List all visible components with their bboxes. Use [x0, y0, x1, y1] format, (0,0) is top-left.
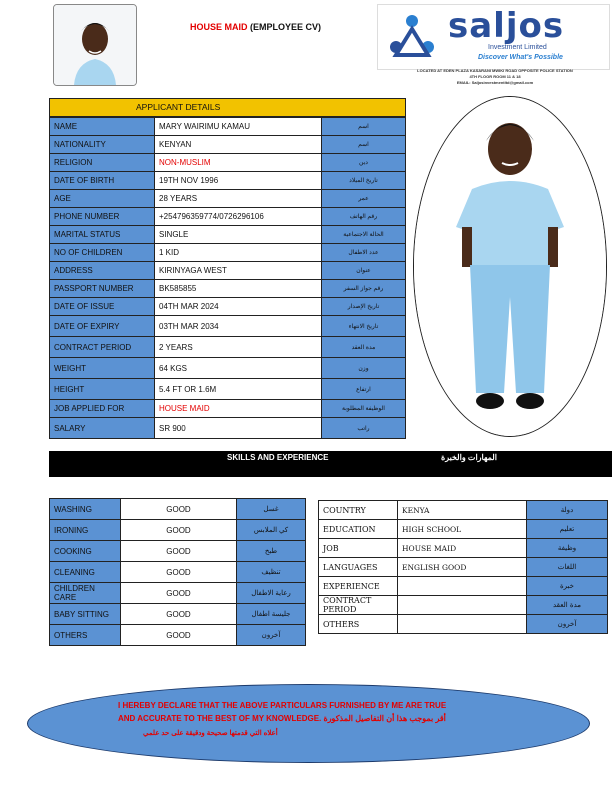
info-label-arabic: اللغات [527, 558, 608, 577]
info-label-arabic: دولة [527, 501, 608, 520]
skill-value: GOOD [121, 499, 237, 520]
detail-label: SALARY [50, 418, 155, 439]
table-row [319, 520, 608, 539]
skill-label-arabic: كي الملابس [237, 520, 306, 541]
table-row [50, 604, 306, 625]
document-title [190, 22, 321, 32]
table-row [50, 625, 306, 646]
address-line-2: 4TH FLOOR ROOM 11 & 18 [469, 74, 521, 79]
detail-label-arabic: رقم جواز السفر [322, 280, 406, 298]
skills-experience-bar [49, 451, 612, 477]
table-row [319, 501, 608, 520]
table-row [319, 539, 608, 558]
skill-value: GOOD [121, 625, 237, 646]
company-address [400, 68, 590, 86]
table-row [50, 499, 306, 520]
info-value: ENGLISH GOOD [398, 558, 527, 577]
detail-label-arabic: راتب [322, 418, 406, 439]
info-label: EDUCATION [319, 520, 398, 539]
table-row [50, 379, 406, 400]
skill-label: COOKING [50, 541, 121, 562]
table-row [50, 280, 406, 298]
detail-label-arabic: ارتفاع [322, 379, 406, 400]
detail-value: MARY WAIRIMU KAMAU [155, 118, 322, 136]
detail-label: DATE OF ISSUE [50, 298, 155, 316]
table-row [50, 358, 406, 379]
table-row [50, 226, 406, 244]
info-value [398, 615, 527, 634]
skills-heading-arabic: المهارات والخبرة [441, 453, 497, 462]
detail-label: JOB APPLIED FOR [50, 400, 155, 418]
skill-label: CHILDREN CARE [50, 583, 121, 604]
table-row [50, 337, 406, 358]
logo-emblem-icon [382, 7, 442, 67]
skill-value: GOOD [121, 541, 237, 562]
detail-label: DATE OF BIRTH [50, 172, 155, 190]
info-label-arabic: تعليم [527, 520, 608, 539]
detail-label: RELIGION [50, 154, 155, 172]
detail-value: 04TH MAR 2024 [155, 298, 322, 316]
table-row [50, 316, 406, 337]
table-row [50, 172, 406, 190]
detail-value: KENYAN [155, 136, 322, 154]
info-label: JOB [319, 539, 398, 558]
table-row [50, 400, 406, 418]
table-row [50, 520, 306, 541]
logo-name: saljos [448, 6, 565, 46]
table-row [319, 596, 608, 615]
detail-value: 03TH MAR 2034 [155, 316, 322, 337]
detail-value: KIRINYAGA WEST [155, 262, 322, 280]
skill-label-arabic: رعاية الاطفال [237, 583, 306, 604]
skill-value: GOOD [121, 604, 237, 625]
info-label: EXPERIENCE [319, 577, 398, 596]
declaration-line-2-ar: أقر بموجب هذا أن التفاصيل المذكورة [323, 714, 446, 723]
detail-value: HOUSE MAID [155, 400, 322, 418]
info-value: HIGH SCHOOL [398, 520, 527, 539]
info-label-arabic: وظيفة [527, 539, 608, 558]
info-label-arabic: آخرون [527, 615, 608, 634]
title-job: HOUSE MAID [190, 22, 248, 32]
company-email: EMAIL: Saljosinvestmentltd@gmail.com [456, 80, 534, 85]
table-row [50, 136, 406, 154]
detail-label: PHONE NUMBER [50, 208, 155, 226]
table-row [50, 583, 306, 604]
detail-label-arabic: دين [322, 154, 406, 172]
detail-label-arabic: اسم [322, 136, 406, 154]
detail-label: MARITAL STATUS [50, 226, 155, 244]
skill-label-arabic: جليسة اطفال [237, 604, 306, 625]
table-row [50, 208, 406, 226]
detail-label-arabic: تاريخ الانتهاء [322, 316, 406, 337]
background-info-table [318, 500, 608, 634]
table-row [319, 615, 608, 634]
detail-value: SINGLE [155, 226, 322, 244]
detail-label-arabic: اسم [322, 118, 406, 136]
skill-value: GOOD [121, 562, 237, 583]
applicant-details-heading: APPLICANT DETAILS [49, 98, 406, 117]
applicant-photo-small [53, 4, 137, 86]
skill-label-arabic: طبخ [237, 541, 306, 562]
declaration-line-2 [118, 714, 446, 723]
title-suffix: (EMPLOYEE CV) [247, 22, 322, 32]
table-row [50, 298, 406, 316]
declaration-oval [27, 684, 590, 763]
info-label: CONTRACT PERIOD [319, 596, 398, 615]
detail-value: 5.4 FT OR 1.6M [155, 379, 322, 400]
detail-label: HEIGHT [50, 379, 155, 400]
detail-label-arabic: عدد الاطفال [322, 244, 406, 262]
address-line-1: LOCATED AT EDEN PLAZA KASARANI MWIKI ROAD OPPOSITE POLICE STATION [417, 68, 573, 73]
detail-value: +254796359774/0726296106 [155, 208, 322, 226]
skill-value: GOOD [121, 583, 237, 604]
logo-subtitle: Investment Limited [488, 44, 547, 51]
detail-value: 64 KGS [155, 358, 322, 379]
detail-label: DATE OF EXPIRY [50, 316, 155, 337]
detail-label-arabic: عمر [322, 190, 406, 208]
logo-tagline: Discover What's Possible [478, 54, 563, 61]
applicant-details-table [49, 117, 406, 439]
info-label-arabic: خبرة [527, 577, 608, 596]
declaration-line-1: I HEREBY DECLARE THAT THE ABOVE PARTICULARS FURNISHED BY ME ARE TRUE [118, 701, 447, 710]
detail-label-arabic: تاريخ الإصدار [322, 298, 406, 316]
detail-label-arabic: تاريخ الميلاد [322, 172, 406, 190]
skill-label: WASHING [50, 499, 121, 520]
detail-label: AGE [50, 190, 155, 208]
detail-value: NON-MUSLIM [155, 154, 322, 172]
detail-label-arabic: وزن [322, 358, 406, 379]
detail-label-arabic: الوظيفة المطلوبة [322, 400, 406, 418]
detail-value: 2 YEARS [155, 337, 322, 358]
detail-label: ADDRESS [50, 262, 155, 280]
declaration-line-3-ar: أعلاه التي قدمتها صحيحة ودقيقة على حد علمي [143, 730, 278, 737]
skills-table [49, 498, 306, 646]
detail-label-arabic: مدة العقد [322, 337, 406, 358]
skill-label: CLEANING [50, 562, 121, 583]
skill-label-arabic: تنظيف [237, 562, 306, 583]
detail-value: 28 YEARS [155, 190, 322, 208]
table-row [50, 418, 406, 439]
applicant-photo-full [413, 96, 607, 437]
table-row [50, 244, 406, 262]
skill-label: IRONING [50, 520, 121, 541]
table-row [50, 541, 306, 562]
info-value: KENYA [398, 501, 527, 520]
skills-heading: SKILLS AND EXPERIENCE [227, 453, 329, 462]
skill-value: GOOD [121, 520, 237, 541]
detail-label: CONTRACT PERIOD [50, 337, 155, 358]
info-label: OTHERS [319, 615, 398, 634]
detail-value: SR 900 [155, 418, 322, 439]
detail-label: NAME [50, 118, 155, 136]
table-row [50, 262, 406, 280]
detail-value: 19TH NOV 1996 [155, 172, 322, 190]
info-label: COUNTRY [319, 501, 398, 520]
detail-value: BK585855 [155, 280, 322, 298]
info-value: HOUSE MAID [398, 539, 527, 558]
table-row [50, 190, 406, 208]
table-row [319, 558, 608, 577]
detail-label-arabic: الحالة الاجتماعية [322, 226, 406, 244]
skill-label: OTHERS [50, 625, 121, 646]
info-label-arabic: مدة العقد [527, 596, 608, 615]
info-value [398, 577, 527, 596]
table-row [50, 118, 406, 136]
skill-label: BABY SITTING [50, 604, 121, 625]
info-value [398, 596, 527, 615]
detail-value: 1 KID [155, 244, 322, 262]
detail-label: PASSPORT NUMBER [50, 280, 155, 298]
detail-label-arabic: رقم الهاتف [322, 208, 406, 226]
skill-label-arabic: آخرون [237, 625, 306, 646]
detail-label: NATIONALITY [50, 136, 155, 154]
detail-label: NO OF CHILDREN [50, 244, 155, 262]
detail-label-arabic: عنوان [322, 262, 406, 280]
table-row [50, 154, 406, 172]
detail-label: WEIGHT [50, 358, 155, 379]
info-label: LANGUAGES [319, 558, 398, 577]
declaration-line-2-en: AND ACCURATE TO THE BEST OF MY KNOWLEDGE. [118, 714, 322, 723]
table-row [319, 577, 608, 596]
skill-label-arabic: غسل [237, 499, 306, 520]
table-row [50, 562, 306, 583]
